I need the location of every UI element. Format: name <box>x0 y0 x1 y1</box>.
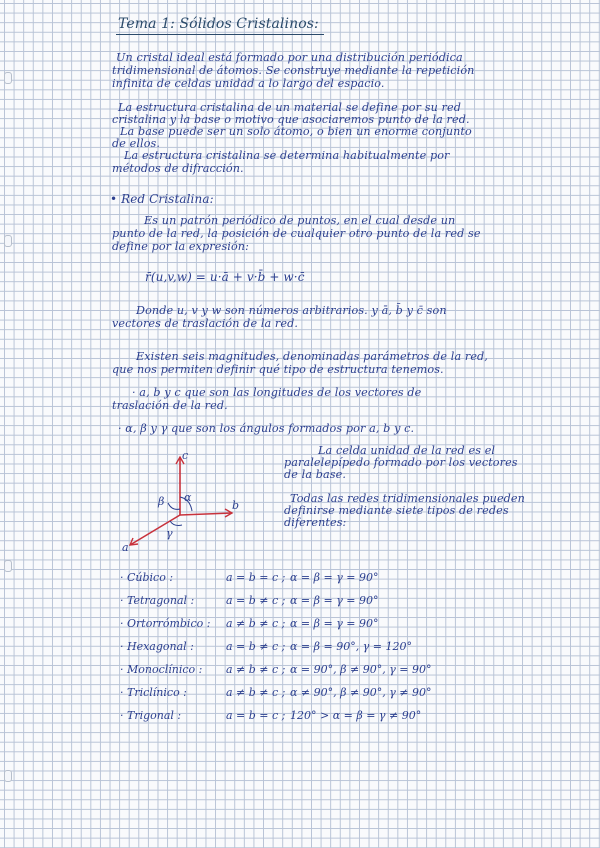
label-gamma: γ <box>166 527 173 540</box>
text-line: define por la expresión: <box>112 240 249 253</box>
text-line: definirse mediante siete tipos de redes <box>284 504 509 517</box>
system-name: · Triclínico : <box>120 686 187 699</box>
text-line: punto de la red, la posición de cualquier otro punto de la red se <box>112 227 481 240</box>
b-axis <box>180 513 232 515</box>
system-name: · Cúbico : <box>120 571 174 584</box>
system-angles: α ≠ 90°, β ≠ 90°, γ ≠ 90° <box>290 686 432 699</box>
text-line: diferentes: <box>284 516 347 529</box>
system-angles: α = β = γ = 90° <box>290 571 379 584</box>
system-angles: α = β = 90°, γ = 120° <box>290 640 412 653</box>
text-line: tridimensional de átomos. Se construye mediante la repetición <box>112 64 475 77</box>
system-sides: a ≠ b ≠ c ; <box>226 617 286 630</box>
section-heading-red: • Red Cristalina: <box>110 192 214 206</box>
text-line: La base puede ser un solo átomo, o bien un enorme conjunto <box>120 125 472 138</box>
text-line: Todas las redes tridimensionales pueden <box>290 492 525 505</box>
label-c: c <box>182 449 189 462</box>
binder-hole <box>4 235 12 247</box>
system-sides: a ≠ b ≠ c ; <box>226 686 286 699</box>
gamma-arc <box>170 521 182 526</box>
system-name: · Tetragonal : <box>120 594 195 607</box>
text-line: de la base. <box>284 468 346 481</box>
system-sides: a ≠ b ≠ c ; <box>226 663 286 676</box>
text-line: cristalina y la base o motivo que asociaremos punto de la red. <box>112 113 470 126</box>
unit-cell-axes-diagram <box>118 445 248 560</box>
label-alpha: α <box>184 491 192 504</box>
system-name: · Hexagonal : <box>120 640 194 653</box>
text-line: La celda unidad de la red es el <box>318 444 496 457</box>
text-line: Existen seis magnitudes, denominadas parámetros de la red, <box>136 350 488 363</box>
system-angles: 120° > α = β = γ ≠ 90° <box>290 709 422 722</box>
label-b: b <box>232 499 240 512</box>
text-line: La estructura cristalina de un material se define por su red <box>118 101 461 114</box>
text-line: Un cristal ideal está formado por una distribución periódica <box>116 51 463 64</box>
binder-hole <box>4 72 12 84</box>
text-line: · a, b y c que son las longitudes de los vectores de <box>132 386 422 399</box>
text-line: paralelepípedo formado por los vectores <box>284 456 518 469</box>
system-sides: a = b = c ; <box>226 709 286 722</box>
text-line: La estructura cristalina se determina habitualmente por <box>124 149 450 162</box>
binder-hole <box>4 770 12 782</box>
system-name: · Ortorrómbico : <box>120 617 211 630</box>
system-sides: a = b ≠ c ; <box>226 640 286 653</box>
system-angles: α = β = γ = 90° <box>290 617 379 630</box>
text-line: Es un patrón periódico de puntos, en el cual desde un <box>144 214 456 227</box>
title-underline <box>116 34 324 35</box>
system-sides: a = b = c ; <box>226 571 286 584</box>
label-a: a <box>122 541 129 554</box>
label-beta: β <box>158 495 165 508</box>
text-line: vectores de traslación de la red. <box>112 317 299 330</box>
text-line: Donde u, v y w son números arbitrarios. y ā, b̄ y c̄ son <box>136 304 447 317</box>
binder-hole <box>4 560 12 572</box>
angles-line: · α, β y γ que son los ángulos formados por a, b y c. <box>118 422 415 435</box>
lattice-formula: r̄(u,v,w) = u·ā + v·b̄ + w·c̄ <box>145 270 305 284</box>
system-angles: α = β = γ = 90° <box>290 594 379 607</box>
system-sides: a = b ≠ c ; <box>226 594 286 607</box>
text-line: métodos de difracción. <box>112 162 244 175</box>
system-angles: α = 90°, β ≠ 90°, γ = 90° <box>290 663 432 676</box>
beta-arc <box>168 503 180 509</box>
system-name: · Trigonal : <box>120 709 182 722</box>
text-line: de ellos. <box>112 137 161 150</box>
page-title: Tema 1: Sólidos Cristalinos: <box>118 16 319 32</box>
text-line: que nos permiten definir qué tipo de estructura tenemos. <box>112 363 444 376</box>
text-line: traslación de la red. <box>112 399 228 412</box>
text-line: infinita de celdas unidad a lo largo del espacio. <box>112 77 385 90</box>
system-name: · Monoclínico : <box>120 663 203 676</box>
